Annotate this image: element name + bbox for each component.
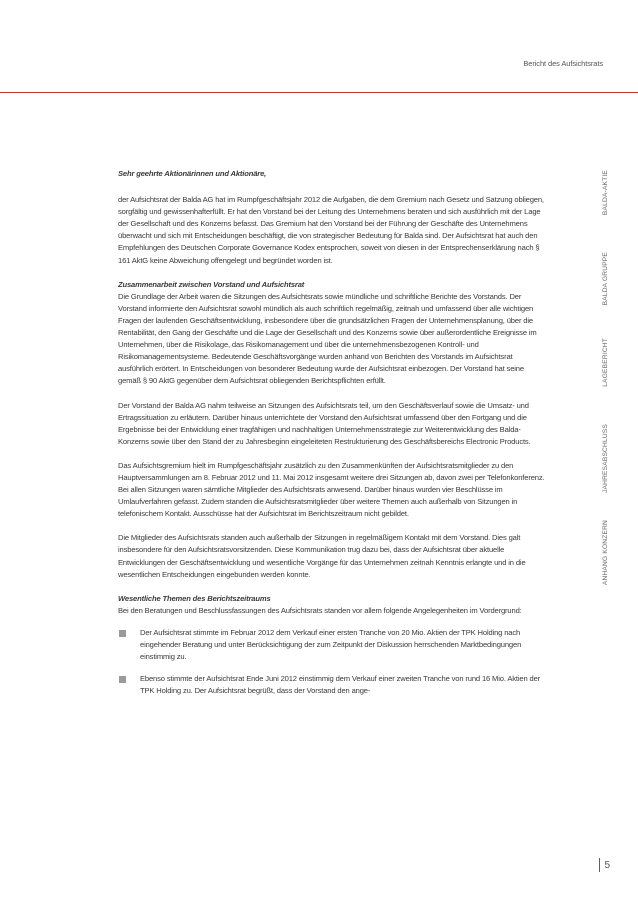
running-header-title: Bericht des Aufsichtsrats: [523, 59, 603, 68]
list-item-text: Ebenso stimmte der Aufsichtsrat Ende Juni 2012 einstimmig dem Verkauf einer zweiten Tranche von rund 16 Mio. Aktien der TPK Holding zu. Der Aufsichtsrat begrüßt, dass der Vorstand den ange-: [140, 674, 541, 696]
sidebar-item-jahresabschluss[interactable]: JAHRESABSCHLUSS: [602, 424, 609, 493]
cooperation-paragraph: Die Grundlage der Arbeit waren die Sitzungen des Aufsichtsrats sowie mündliche und schriftliche Berichte des Vorstands. Der Vorstand informierte den Aufsichtsrat sowohl mündlich als auch schriftlich regelmäßig, zeitnah und umfassend über alle wichtigen Fragen der laufenden Geschäftsentwicklung, insbesondere über die grundsätzlichen Fragen der Unternehmensplanung, über die Rentabilität, den Gang der Geschäfte und die Lage der Gesellschaft und des Konzerns sowie über außerordentliche Ereignisse im Unternehmen, über die Risikolage, das Risikomanagement und über die unternehmensbezogenen Kontroll- und Risikomanagementsysteme. Bedeutende Geschäftsvorgänge wurden anhand von Berichten des Vorstands im Aufsichtsrat ausführlich erörtert. In Entscheidungen von besonderer Bedeutung wurde der Aufsichtsrat einbezogen. Der Vorstand hat seine gemäß § 90 AktG gegenüber dem Aufsichtsrat obliegenden Berichtspflichten erfüllt.: [118, 291, 537, 386]
list-item: [118, 627, 548, 663]
intro-paragraph: der Aufsichtsrat der Balda AG hat im Rumpfgeschäftsjahr 2012 die Aufgaben, die dem Gremium nach Gesetz und Satzung obliegen, sorgfältig und gewissenhafterfüllt. Er hat den Vorstand bei der Leitung des Unternehmens beraten und sich ausführlich mit der Lage der Gesellschaft und des Konzerns befasst. Das Gremium hat den Vorstand bei der Führung der Geschäfte des Unternehmens überwacht und sich mit Entscheidungen beschäftigt, die von strategischer Bedeutung für Balda sind. Der Aufsichtsrat hat auch den Empfehlungen des Deutschen Corporate Governance Kodex entsprochen, soweit von diesen in der Entsprechenserklärung nach § 161 AktG keine Abweichung offengelegt und begründet worden ist.: [118, 195, 544, 265]
topics-intro-paragraph: Bei den Beratungen und Beschlussfassungen des Aufsichtsrats standen vor allem folgende Angelegenheiten im Vordergrund:: [118, 605, 522, 615]
page-number-text: 5: [604, 859, 610, 871]
page-number: [599, 858, 610, 872]
header-rule: [0, 92, 638, 93]
sidebar-item-balda-aktie[interactable]: BALDA-AKTIE: [602, 170, 609, 216]
page-number-bar: [599, 858, 600, 872]
section-sidebar: [602, 170, 616, 586]
topics-list: [118, 627, 548, 697]
board-meetings-paragraph: Der Vorstand der Balda AG nahm teilweise an Sitzungen des Aufsichtsrats teil, um den Geschäftsverlauf sowie die Umsatz- und Ertragssituation zu erläutern. Darüber hinaus unterrichtete der Vorstand den Aufsichtsrat umfassend über den Fortgang und die Ergebnisse bei der Entwicklung einer tragfähigen und nachhaltigen Unternehmensstrategie zur Weiterentwicklung des Balda-Konzerns sowie über den Stand der zu Jahresbeginn eingeleiteten Restrukturierung des Geschäftsbereichs Electronic Products.: [118, 400, 531, 446]
section-heading-cooperation: Zusammenarbeit zwischen Vorstand und Aufsichtsrat: [118, 279, 305, 289]
report-body: [118, 168, 548, 707]
section-heading-topics: Wesentliche Themen des Berichtszeitraums: [118, 593, 271, 603]
list-item-text: Der Aufsichtsrat stimmte im Februar 2012 dem Verkauf einer ersten Tranche von 20 Mio. Aktien der TPK Holding nach eingehender Beratung und unter Berücksichtigung der zum Zeitpunkt der Diskussion herrschenden Marktbedingungen einstimmig zu.: [140, 627, 522, 662]
communication-paragraph: Die Mitglieder des Aufsichtsrats standen auch außerhalb der Sitzungen in regelmäßigem Kontakt mit dem Vorstand. Dies galt insbesondere für den Aufsichtsratsvorsitzenden. Diese Kommunikation trug dazu bei, dass der Aufsichtsrat über aktuelle Entwicklungen der Geschäftsentwicklung und wesentliche Vorgänge für das Unternehmen zeitnah Kenntnis erlangte und in die wesentlichen Entscheidungen eingebunden werden konnte.: [118, 533, 526, 579]
sidebar-item-balda-gruppe[interactable]: BALDA GRUPPE: [602, 252, 609, 306]
sessions-paragraph: Das Aufsichtsgremium hielt im Rumpfgeschäftsjahr zusätzlich zu den Zusammenkünften der Aufsichtsratsmitglieder zu den Hauptversammlungen am 8. Februar 2012 und 11. Mai 2012 insgesamt weitere drei Sitzungen ab, davon zwei per Telefonkonferenz. Bei allen Sitzungen waren sämtliche Mitglieder des Aufsichtsrats anwesend. Darüber hinaus wurden vier Beschlüsse im Umlaufverfahren gefasst. Zudem standen die Aufsichtsratsmitglieder über weitere Themen auch außerhalb von Sitzungen in telefonischem Kontakt. Ausschüsse hat der Aufsichtsrat im Berichtszeitraum nicht gebildet.: [118, 460, 545, 519]
square-bullet-icon: [119, 676, 126, 683]
square-bullet-icon: [119, 630, 126, 637]
sidebar-item-lagebericht[interactable]: LAGEBERICHT: [602, 338, 609, 387]
salutation: Sehr geehrte Aktionärinnen und Aktionäre,: [118, 169, 267, 178]
list-item: [118, 673, 548, 697]
sidebar-item-anhang-konzern[interactable]: ANHANG KONZERN: [602, 520, 609, 586]
